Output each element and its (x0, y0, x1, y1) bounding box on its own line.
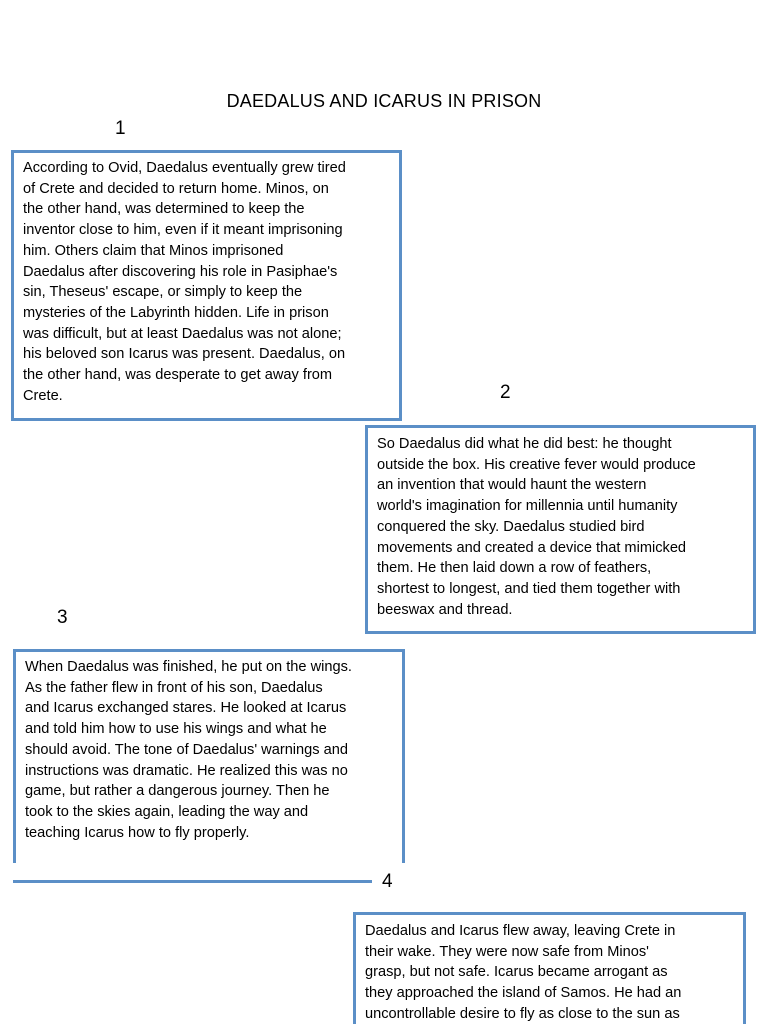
text-box-4 (353, 912, 746, 1024)
text-box-3-content: When Daedalus was finished, he put on the wings. As the father flew in front of his son, Daedalus and Icarus exchanged stares. He looked at Icarus and told him how to use his wings and what he should avoid. The tone of Daedalus' warnings and instructions was dramatic. He realized this was no game, but rather a dangerous journey. Then he took to the skies again, leading the way and teaching Icarus how to fly properly. (25, 659, 352, 841)
text-box-3 (13, 649, 405, 863)
panel-number-2: 2 (500, 382, 511, 403)
text-box-1-content: According to Ovid, Daedalus eventually grew tired of Crete and decided to return home. Minos, on the other hand, was determined to keep the inventor close to him, even if it meant imprisoning him. Others claim that Minos imprisoned Daedalus after discovering his role in Pasiphae's sin, Theseus' escape, or simply to keep the mysteries of the Labyrinth hidden. Life in prison was difficult, but at least Daedalus was not alone; his beloved son Icarus was present. Daedalus, on the other hand, was desperate to get away from Crete. (23, 160, 346, 404)
text-box-3-bottom-border (13, 880, 372, 883)
text-box-4-content: Daedalus and Icarus flew away, leaving Crete in their wake. They were now safe from Minos' grasp, but not safe. Icarus became arrogant as they approached the island of Samos. He had an uncontrollable desire to fly as close to the sun as (365, 923, 682, 1022)
panel-number-3: 3 (57, 607, 68, 628)
text-box-2-content: So Daedalus did what he did best: he thought outside the box. His creative fever would produce an invention that would haunt the western world's imagination for millennia until humanity conquered the sky. Daedalus studied bird movements and created a device that mimicked them. He then laid down a row of feathers, shortest to longest, and tied them together with beeswax and thread. (377, 436, 696, 618)
panel-number-4: 4 (382, 871, 393, 892)
panel-number-1: 1 (115, 118, 126, 139)
text-box-2 (365, 425, 756, 634)
text-box-1 (11, 150, 402, 421)
page-title: DAEDALUS AND ICARUS IN PRISON (226, 91, 542, 111)
